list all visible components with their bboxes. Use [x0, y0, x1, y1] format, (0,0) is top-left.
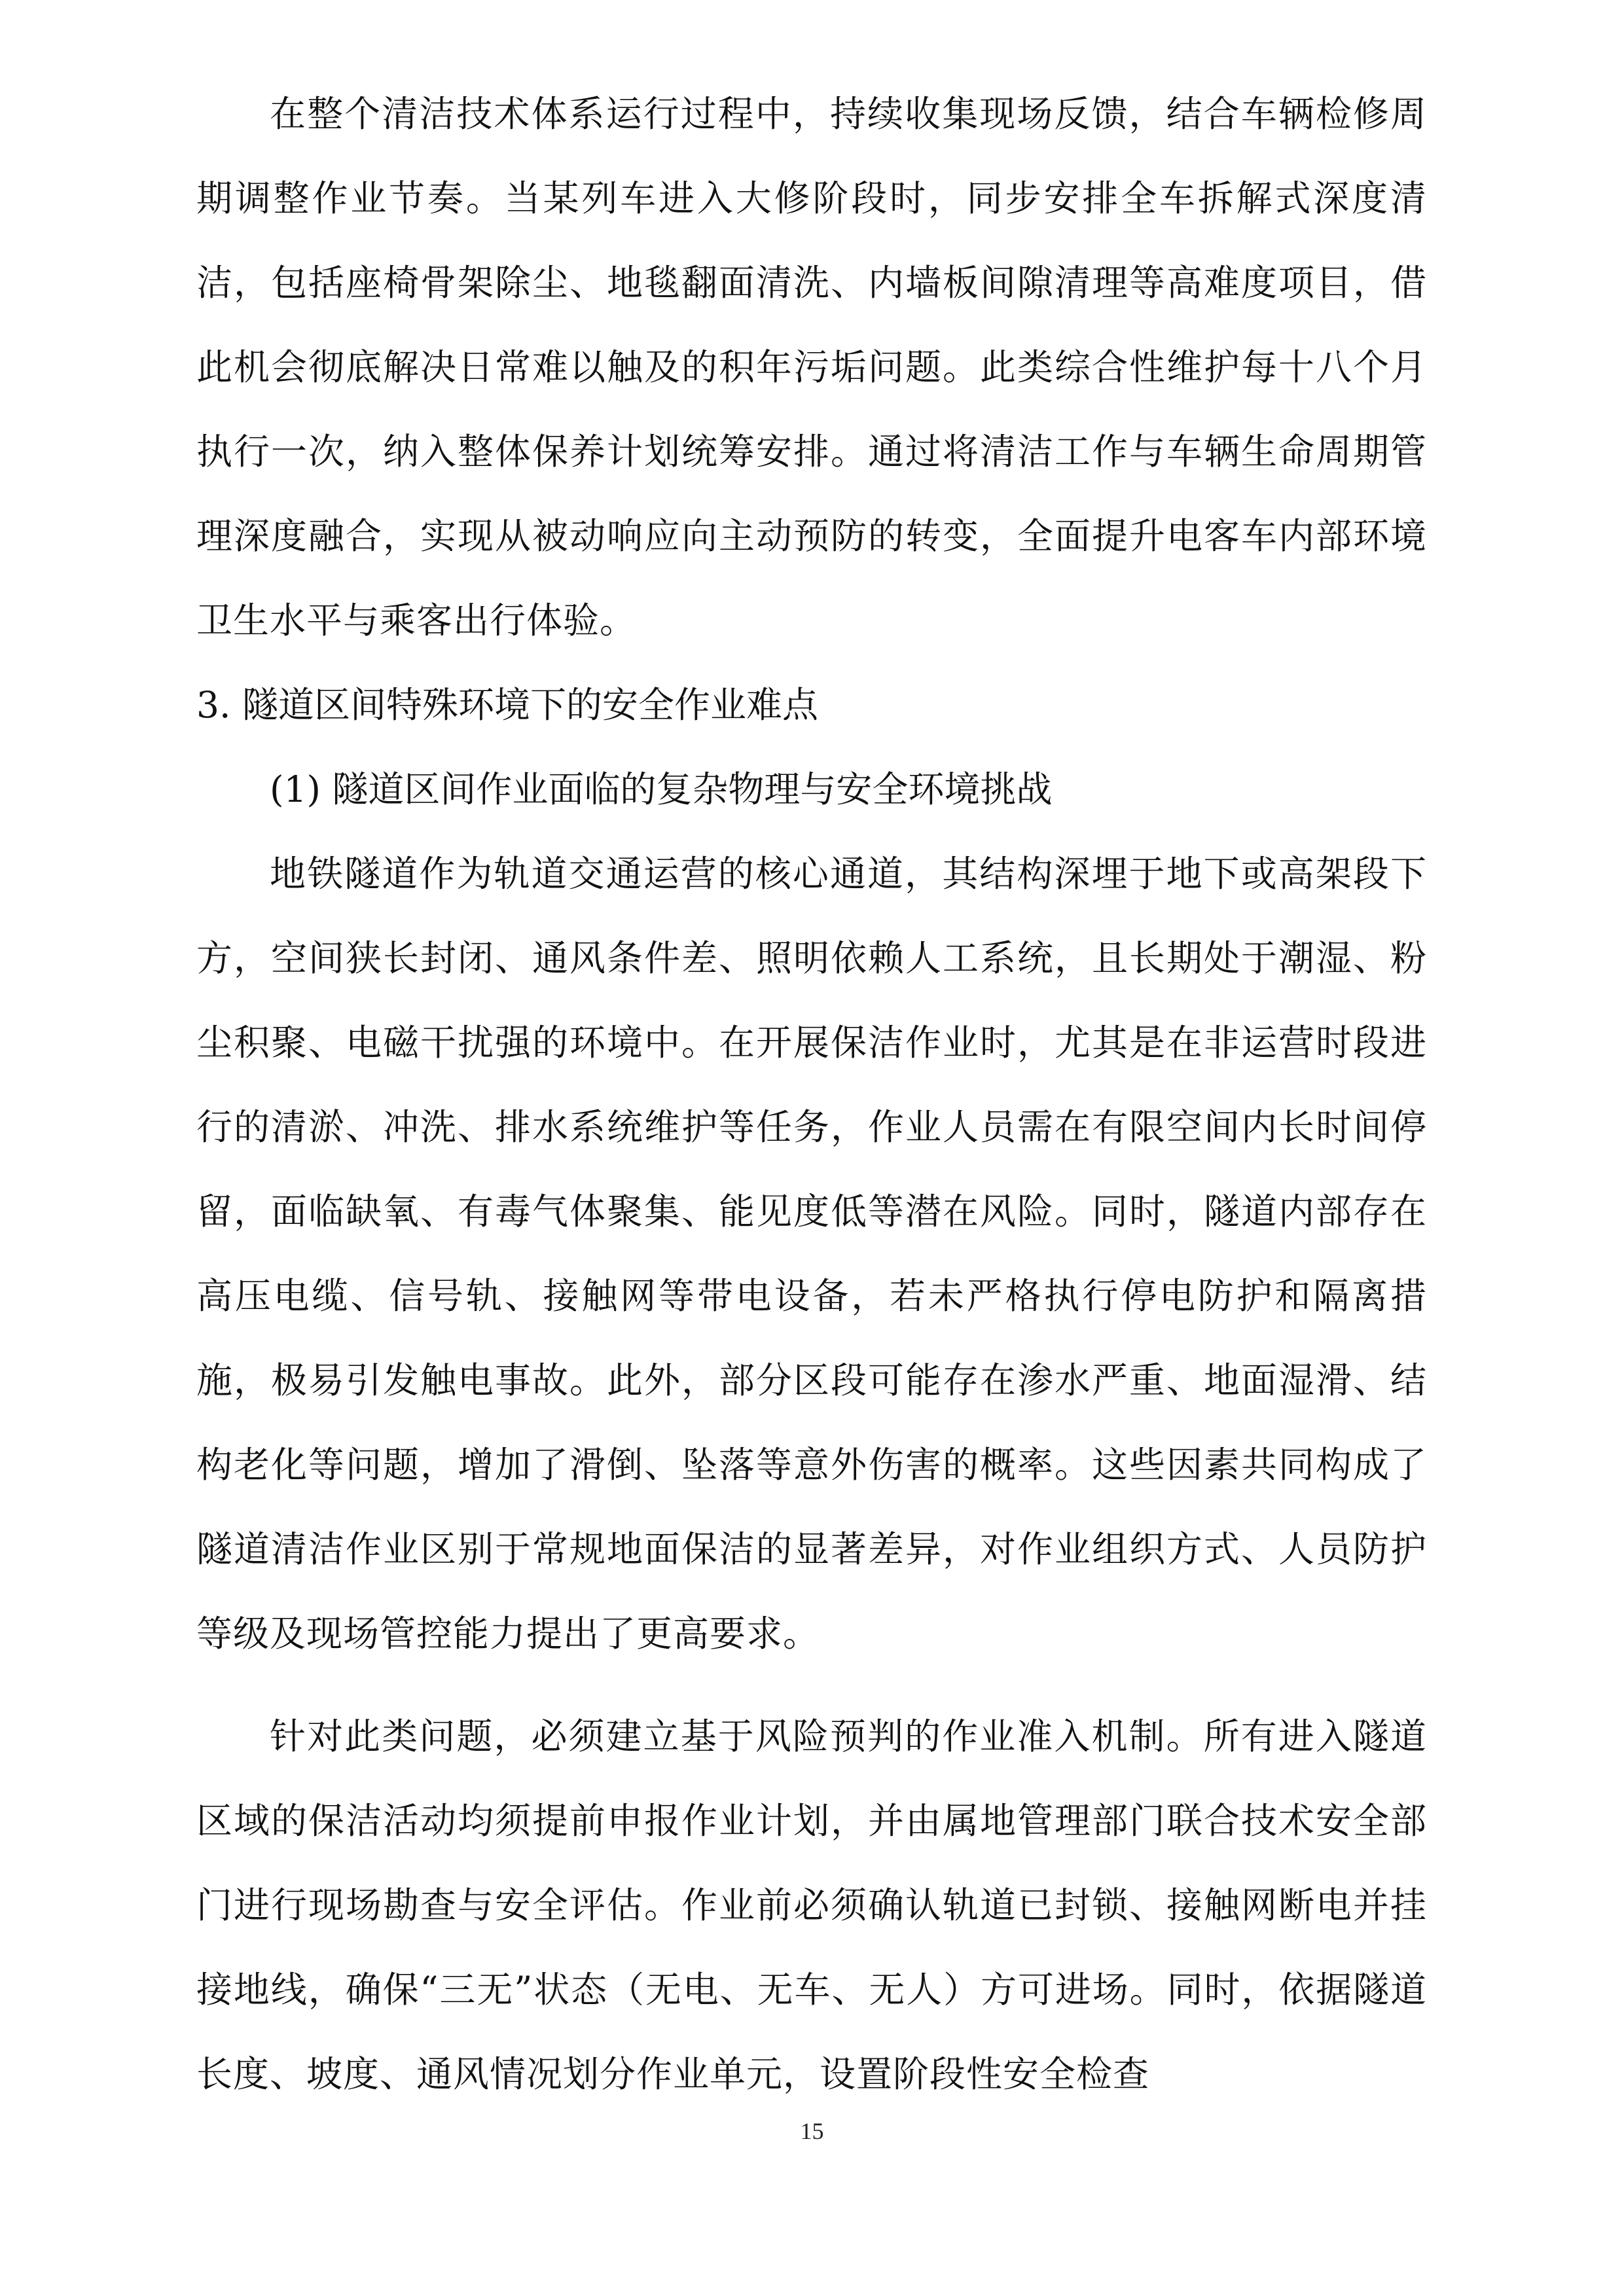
paragraph-tunnel-environment: 地铁隧道作为轨道交通运营的核心通道，其结构深埋于地下或高架段下方，空间狭长封闭、通风条件差、照明依赖人工系统，且长期处于潮湿、粉尘积聚、电磁干扰强的环境中。在开展保洁作业时，尤其是在非运营时段进行的清淤、冲洗、排水系统维护等任务，作业人员需在有限空间内长时间停留，面临缺氧、有毒气体聚集、能见度低等潜在风险。同时，隧道内部存在高压电缆、信号轨、接触网等带电设备，若未严格执行停电防护和隔离措施，极易引发触电事故。此外，部分区段可能存在渗水严重、地面湿滑、结构老化等问题，增加了滑倒、坠落等意外伤害的概率。这些因素共同构成了隧道清洁作业区别于常规地面保洁的显著差异，对作业组织方式、人员防护等级及现场管控能力提出了更高要求。	[196, 853, 1427, 1655]
paragraph-risk-mechanism: 针对此类问题，必须建立基于风险预判的作业准入机制。所有进入隧道区域的保洁活动均须提前申报作业计划，并由属地管理部门联合技术安全部门进行现场勘查与安全评估。作业前必须确认轨道已封锁、接触网断电并挂接地线，确保“三无”状态（无电、无车、无人）方可进场。同时，依据隧道长度、坡度、通风情况划分作业单元，设置阶段性安全检查	[196, 1715, 1427, 2095]
page-body	[196, 72, 1427, 2117]
paragraph-cleaning-system: 在整个清洁技术体系运行过程中，持续收集现场反馈，结合车辆检修周期调整作业节奏。当某列车进入大修阶段时，同步安排全车拆解式深度清洁，包括座椅骨架除尘、地毯翻面清洗、内墙板间隙清理等高难度项目，借此机会彻底解决日常难以触及的积年污垢问题。此类综合性维护每十八个月执行一次，纳入整体保养计划统筹安排。通过将清洁工作与车辆生命周期管理深度融合，实现从被动响应向主动预防的转变，全面提升电客车内部环境卫生水平与乘客出行体验。	[196, 93, 1427, 641]
section-heading-3: 3. 隧道区间特殊环境下的安全作业难点	[196, 684, 818, 726]
subsection-heading-1: (1) 隧道区间作业面临的复杂物理与安全环境挑战	[270, 768, 1053, 810]
page-number: 15	[800, 2118, 824, 2144]
